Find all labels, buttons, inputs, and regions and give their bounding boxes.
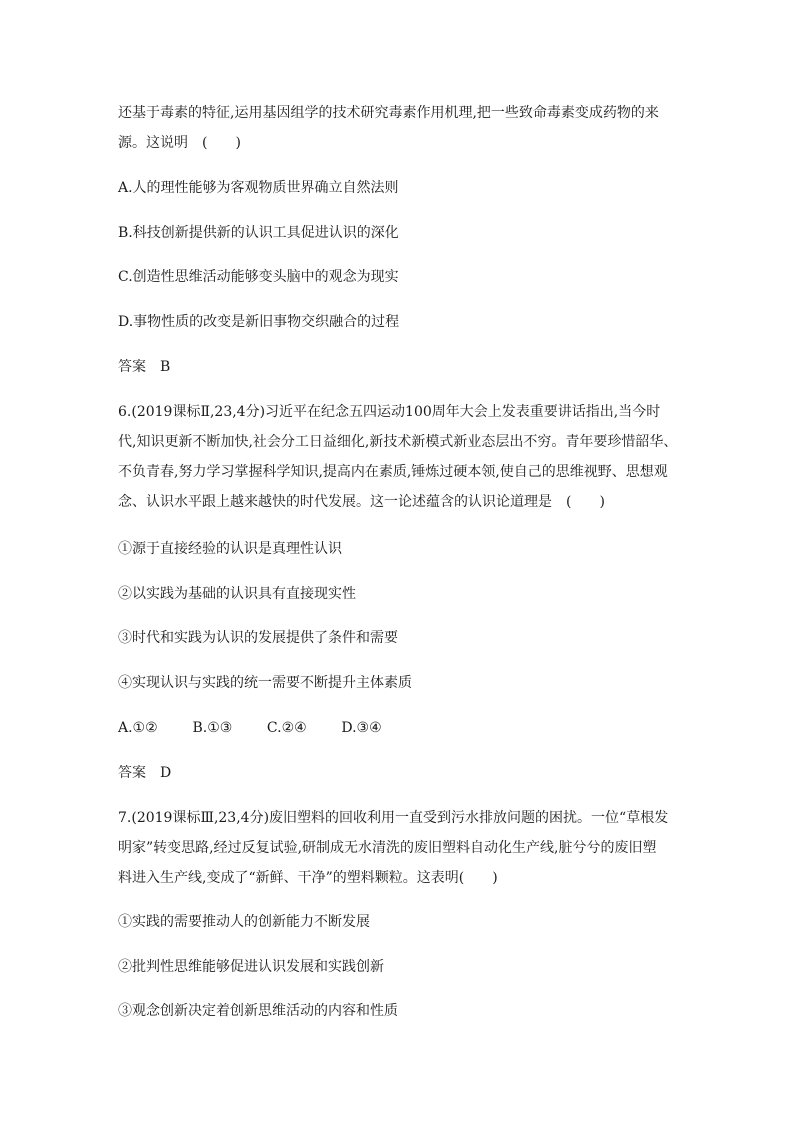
q6-item-1: ①源于直接经验的认识是真理性认识 — [118, 541, 342, 557]
q6-choice-c: C.②④ — [266, 720, 307, 736]
q7-item-1: ①实践的需要推动人的创新能力不断发展 — [118, 914, 370, 930]
q6-choice-b: B.①③ — [192, 720, 233, 736]
q6-item-4: ④实现认识与实践的统一需要不断提升主体素质 — [118, 675, 412, 691]
q6-answer: 答案 D — [118, 765, 172, 781]
q5-stem-line-2: 源。这说明 ( ) — [118, 135, 241, 151]
q5-option-c: C.创造性思维活动能够变头脑中的观念为现实 — [118, 269, 399, 285]
q7-item-2: ②批判性思维能够促进认识发展和实践创新 — [118, 959, 384, 975]
q5-option-b: B.科技创新提供新的认识工具促进认识的深化 — [118, 225, 399, 241]
q6-choice-d: D.③④ — [341, 720, 382, 736]
q7-item-3: ③观念创新决定着创新思维活动的内容和性质 — [118, 1003, 398, 1019]
q6-choice-a: A.①② — [118, 720, 158, 736]
q6-stem-line-1: 6.(2019课标Ⅱ,23,4分)习近平在纪念五四运动100周年大会上发表重要讲话指出,当今时 — [118, 404, 661, 420]
q5-answer: 答案 B — [118, 359, 171, 375]
q5-option-d: D.事物性质的改变是新旧事物交织融合的过程 — [118, 314, 400, 330]
q6-choices-row — [118, 718, 411, 738]
q6-item-2: ②以实践为基础的认识具有直接现实性 — [118, 586, 356, 602]
q6-stem-line-3: 不负青春,努力学习掌握科学知识,提高内在素质,锤炼过硬本领,使自己的思维视野、思想观 — [118, 464, 668, 480]
q5-option-a: A.人的理性能够为客观物质世界确立自然法则 — [118, 180, 399, 196]
q5-stem-line-1: 还基于毒素的特征,运用基因组学的技术研究毒素作用机理,把一些致命毒素变成药物的来 — [118, 105, 659, 121]
q7-stem-line-3: 料进入生产线,变成了“新鲜、干净”的塑料颗粒。这表明( ) — [118, 870, 498, 886]
q6-item-3: ③时代和实践为认识的发展提供了条件和需要 — [118, 630, 398, 646]
q7-stem-line-2: 明家”转变思路,经过反复试验,研制成无水清洗的废旧塑料自动化生产线,脏兮兮的废旧塑 — [118, 840, 657, 856]
q7-stem-line-1: 7.(2019课标Ⅲ,23,4分)废旧塑料的回收利用一直受到污水排放问题的困扰。一位“草根发 — [118, 810, 669, 826]
q6-stem-line-4: 念、认识水平跟上越来越快的时代发展。这一论述蕴含的认识论道理是 ( ) — [118, 494, 605, 510]
q6-stem-line-2: 代,知识更新不断加快,社会分工日益细化,新技术新模式新业态层出不穷。青年要珍惜韶华、 — [118, 434, 678, 450]
